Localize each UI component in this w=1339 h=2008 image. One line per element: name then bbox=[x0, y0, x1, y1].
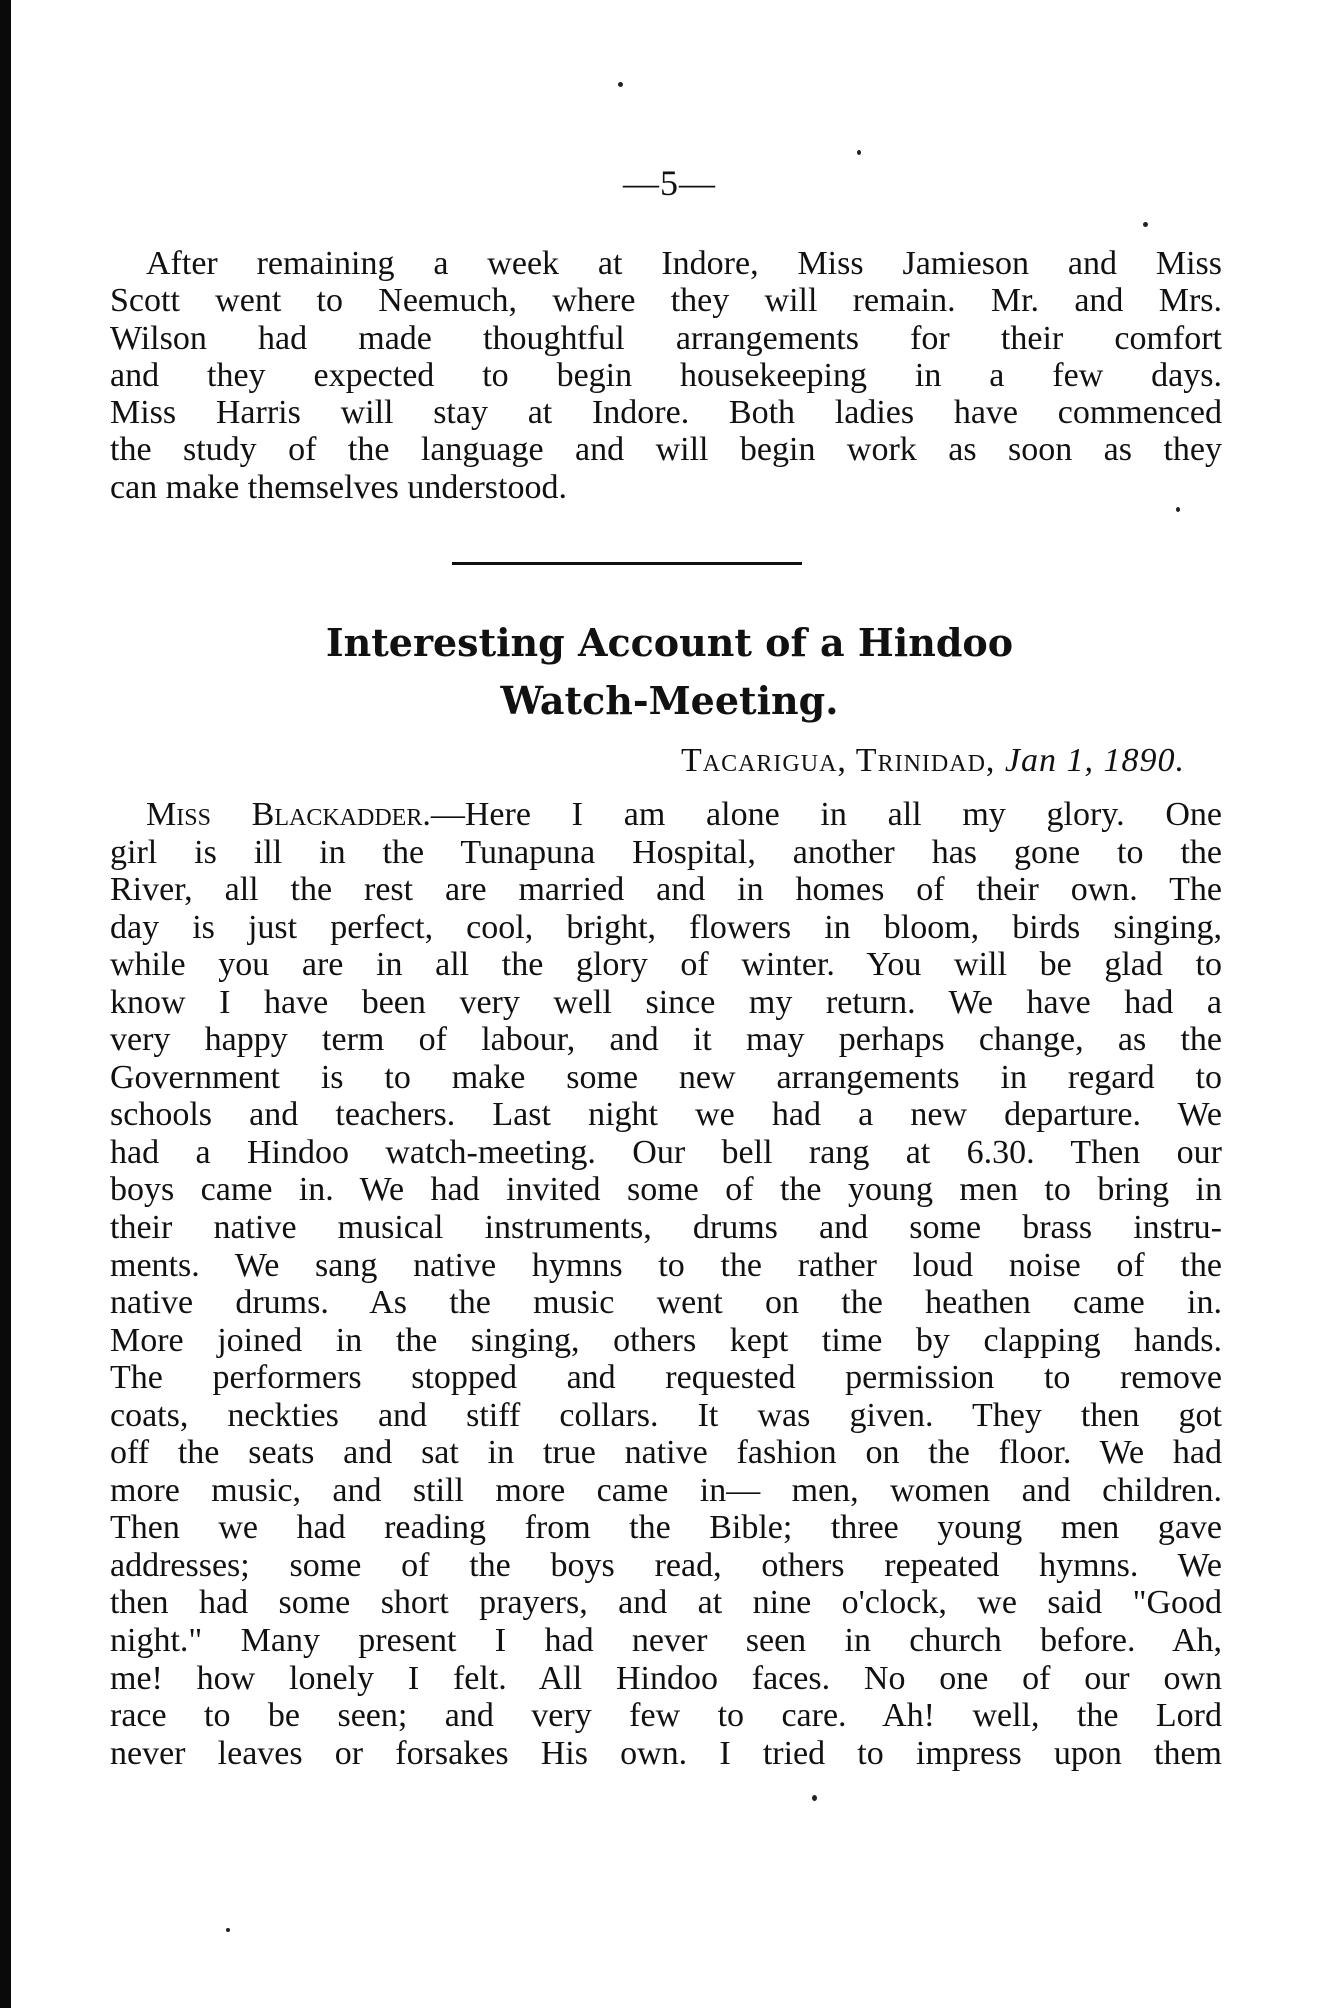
dateline-date: Jan 1, 1890. bbox=[1004, 742, 1185, 779]
text-line: then had some short prayers, and at nine o'clock, we said "Good bbox=[110, 1584, 1222, 1622]
print-speck bbox=[812, 1795, 817, 1801]
text-line: me! how lonely I felt. All Hindoo faces. No one of our own bbox=[110, 1659, 1222, 1697]
text-line: girl is ill in the Tunapuna Hospital, another has gone to the bbox=[110, 833, 1222, 871]
letter-speaker: Miss Blackadder. bbox=[146, 796, 431, 833]
print-speck bbox=[226, 1928, 230, 1932]
text-line: Wilson had made thoughtful arrangements for their comfort bbox=[110, 319, 1222, 357]
print-speck bbox=[1143, 222, 1148, 227]
text-line: native drums. As the music went on the heathen came in. bbox=[110, 1284, 1222, 1322]
text-line: off the seats and sat in true native fashion on the floor. We had bbox=[110, 1434, 1222, 1472]
text-line: more music, and still more came in— men, women and children. bbox=[110, 1471, 1222, 1509]
text-line: and they expected to begin housekeeping in a few days. bbox=[110, 356, 1222, 394]
print-speck bbox=[618, 82, 623, 87]
text-line: Scott went to Neemuch, where they will remain. Mr. and Mrs. bbox=[110, 282, 1222, 320]
text-line: After remaining a week at Indore, Miss Jamieson and Miss bbox=[146, 245, 1222, 282]
print-speck bbox=[1176, 507, 1180, 512]
text-line: ments. We sang native hymns to the rather loud noise of the bbox=[110, 1246, 1222, 1284]
text-line: the study of the language and will begin work as soon as they bbox=[110, 431, 1222, 469]
text-line: coats, neckties and stiff collars. It was given. They then got bbox=[110, 1396, 1222, 1434]
text-line: very happy term of labour, and it may perhaps change, as the bbox=[110, 1021, 1222, 1059]
text-line: know I have been very well since my return. We have had a bbox=[110, 983, 1222, 1021]
letter-body bbox=[110, 796, 1222, 1772]
text-line: never leaves or forsakes His own. I tried to impress upon them bbox=[110, 1734, 1222, 1772]
text-line: The performers stopped and requested permission to remove bbox=[110, 1359, 1222, 1397]
dateline bbox=[681, 742, 1185, 780]
text-line: can make themselves understood. bbox=[110, 468, 567, 506]
letter-first-line-text: —Here I am alone in all my glory. One bbox=[430, 796, 1222, 833]
text-line: boys came in. We had invited some of the young men to bring in bbox=[110, 1171, 1222, 1209]
page-binding-edge bbox=[0, 0, 11, 2008]
text-line: More joined in the singing, others kept time by clapping hands. bbox=[110, 1321, 1222, 1359]
text-line: their native musical instruments, drums and some brass instru- bbox=[110, 1209, 1222, 1247]
text-line: race to be seen; and very few to care. Ah! well, the Lord bbox=[110, 1697, 1222, 1735]
section-divider bbox=[452, 562, 802, 565]
dateline-place: Tacarigua, Trinidad, bbox=[680, 742, 996, 779]
article-title-line-1: Interesting Account of a Hindoo bbox=[325, 620, 1014, 665]
text-line: day is just perfect, cool, bright, flowers in bloom, birds singing, bbox=[110, 908, 1222, 946]
text-line: schools and teachers. Last night we had a new departure. We bbox=[110, 1096, 1222, 1134]
page-number: —5— bbox=[623, 163, 716, 203]
text-line: night." Many present I had never seen in church before. Ah, bbox=[110, 1622, 1222, 1660]
text-line: Then we had reading from the Bible; three young men gave bbox=[110, 1509, 1222, 1547]
text-line: River, all the rest are married and in homes of their own. The bbox=[110, 871, 1222, 909]
paragraph-indore bbox=[110, 245, 1222, 506]
print-speck bbox=[857, 150, 861, 155]
text-line: Miss Harris will stay at Indore. Both ladies have commenced bbox=[110, 394, 1222, 432]
article-title-line-2: Watch-Meeting. bbox=[500, 678, 839, 723]
text-line: while you are in all the glory of winter. You will be glad to bbox=[110, 946, 1222, 984]
text-line: addresses; some of the boys read, others repeated hymns. We bbox=[110, 1546, 1222, 1584]
text-line: Government is to make some new arrangements in regard to bbox=[110, 1058, 1222, 1096]
letter-first-line bbox=[110, 796, 1222, 834]
text-line: had a Hindoo watch-meeting. Our bell rang at 6.30. Then our bbox=[110, 1133, 1222, 1171]
